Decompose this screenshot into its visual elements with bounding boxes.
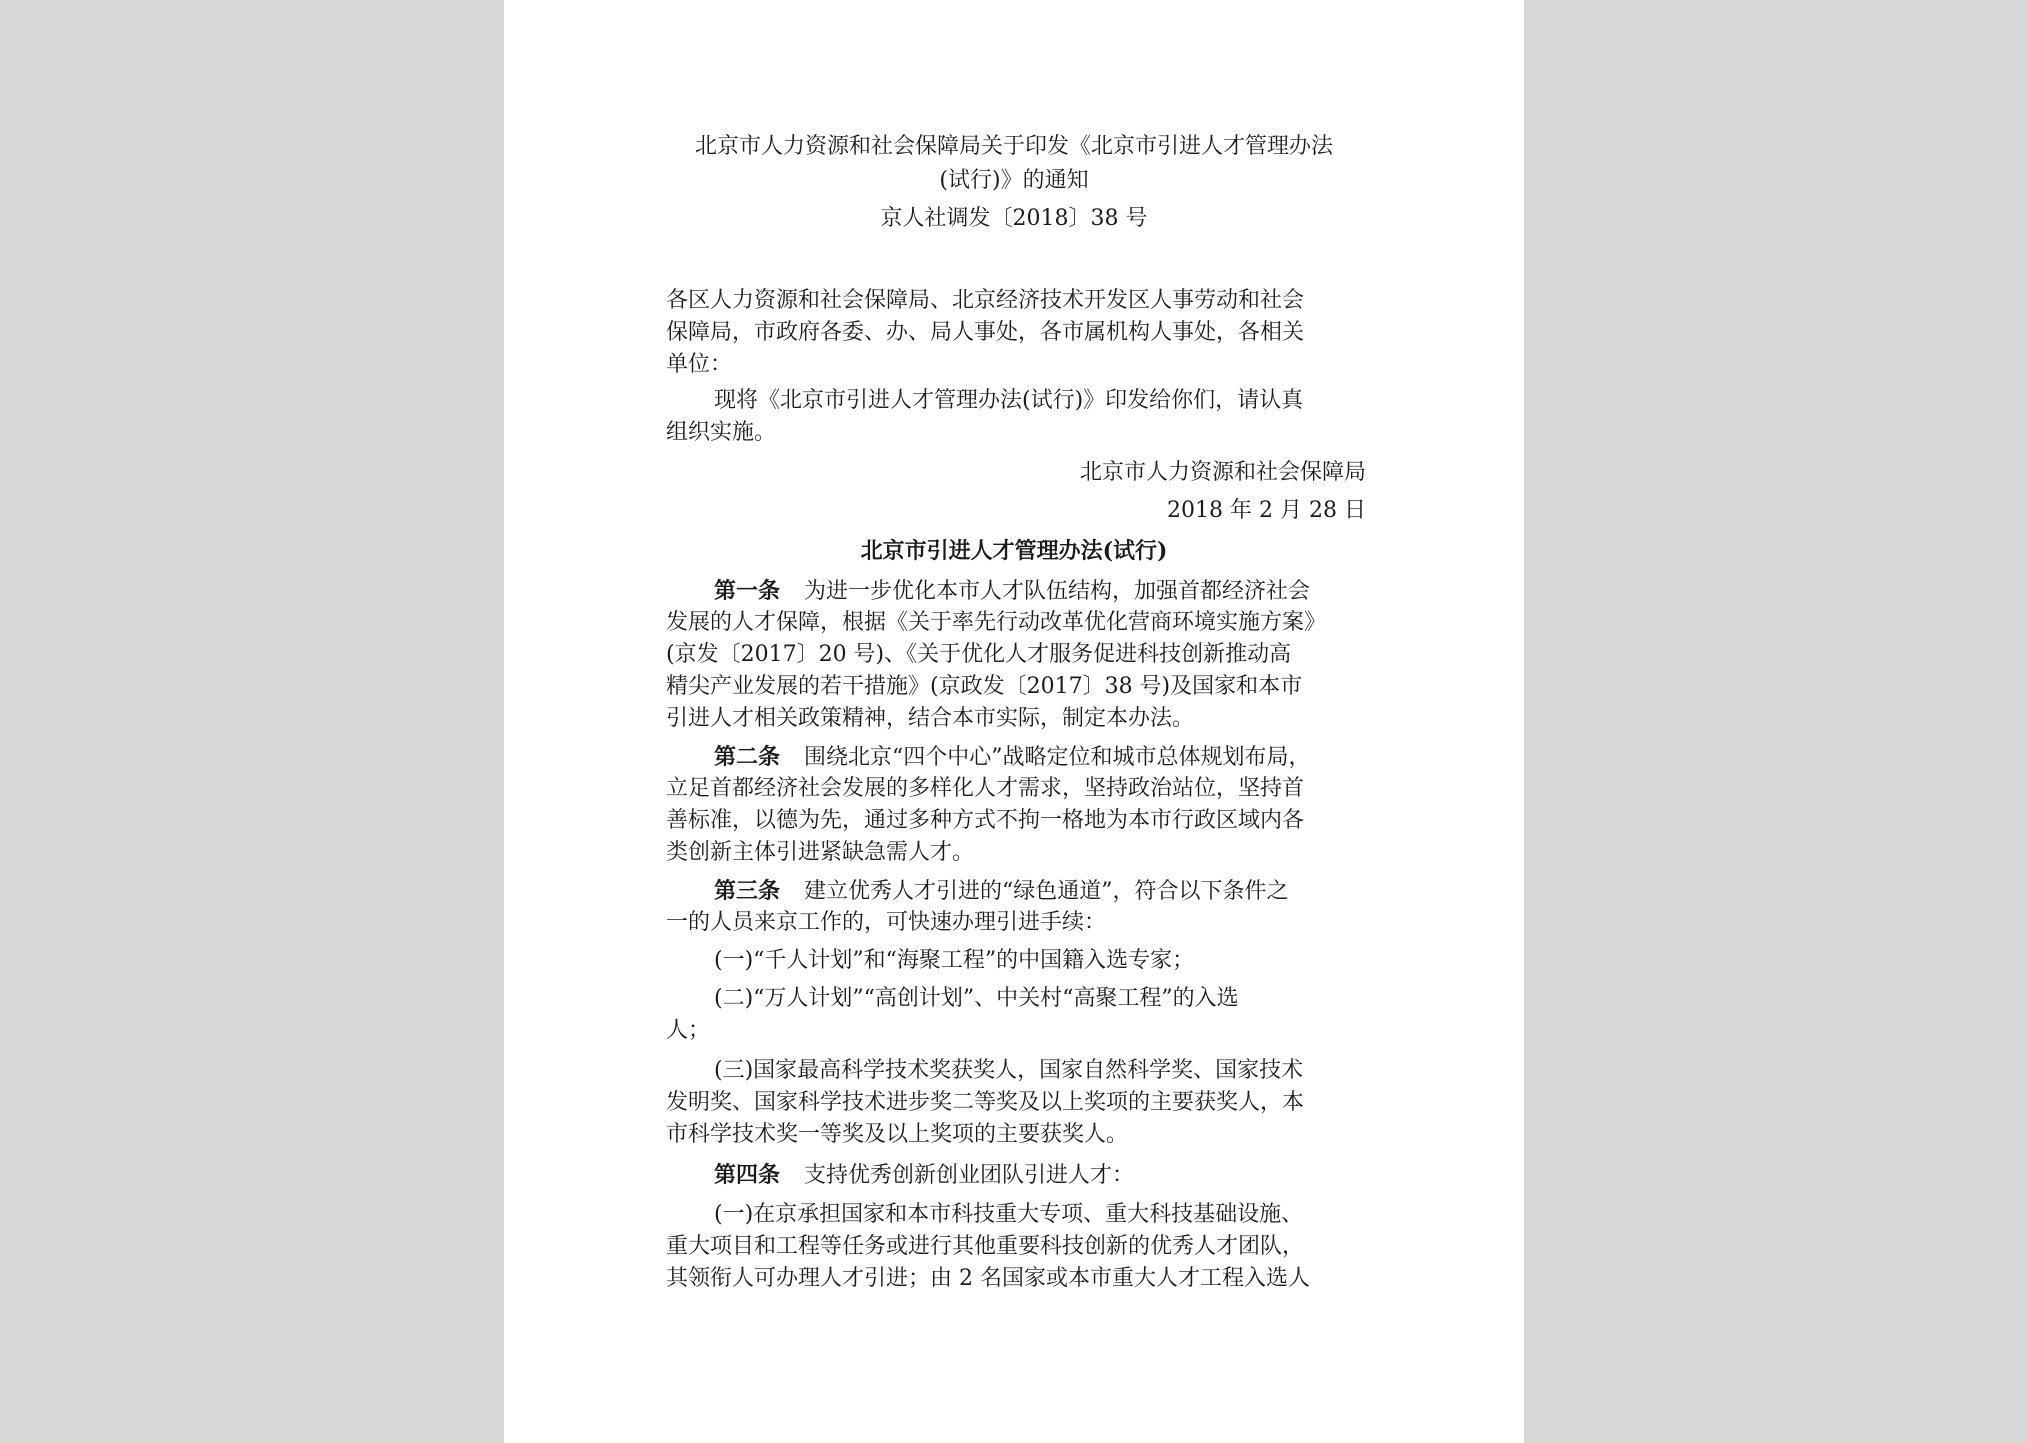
article-3-line: 一的人员来京工作的，可快速办理引进手续： bbox=[666, 910, 1107, 935]
document-page bbox=[504, 0, 1524, 1443]
article-1-first-line bbox=[714, 576, 1310, 607]
document-number: 京人社调发〔2018〕38 号 bbox=[880, 206, 1148, 231]
article-label: 第二条 bbox=[714, 744, 781, 770]
article-text: 为进一步优化本市人才队伍结构，加强首都经济社会 bbox=[804, 579, 1311, 604]
article-3-item-3-cont: 市科学技术奖一等奖及以上奖项的主要获奖人。 bbox=[666, 1122, 1129, 1147]
article-2-line: 立足首都经济社会发展的多样化人才需求，坚持政治站位，坚持首 bbox=[666, 776, 1305, 801]
notice-body-line-1: 现将《北京市引进人才管理办法(试行)》印发给你们，请认真 bbox=[714, 388, 1304, 413]
notice-title-line-2: (试行)》的通知 bbox=[939, 168, 1089, 193]
article-1-line: 引进人才相关政策精神，结合本市实际，制定本办法。 bbox=[666, 706, 1195, 731]
article-text: 建立优秀人才引进的“绿色通道”，符合以下条件之 bbox=[804, 879, 1289, 904]
issuer: 北京市人力资源和社会保障局 bbox=[1079, 460, 1366, 485]
article-2-line: 善标准，以德为先，通过多种方式不拘一格地为本市行政区域内各 bbox=[666, 808, 1305, 833]
article-1-line: (京发〔2017〕20 号)、《关于优化人才服务促进科技创新推动高 bbox=[666, 642, 1292, 667]
article-2-line: 类创新主体引进紧缺急需人才。 bbox=[666, 840, 975, 865]
article-3-item-2-cont: 人； bbox=[666, 1018, 711, 1043]
article-4-first-line bbox=[714, 1160, 1134, 1191]
article-4-item-1-cont: 重大项目和工程等任务或进行其他重要科技创新的优秀人才团队， bbox=[666, 1234, 1305, 1259]
article-3-item-2: (二)“万人计划”“高创计划”、中关村“高聚工程”的入选 bbox=[714, 986, 1239, 1011]
recipients-line-3: 单位： bbox=[666, 352, 733, 377]
article-4-item-1: (一)在京承担国家和本市科技重大专项、重大科技基础设施、 bbox=[714, 1202, 1304, 1227]
recipients-line-1: 各区人力资源和社会保障局、北京经济技术开发区人事劳动和社会 bbox=[666, 288, 1305, 313]
article-1-line: 发展的人才保障，根据《关于率先行动改革优化营商环境实施方案》 bbox=[666, 610, 1327, 635]
notice-title-line-1: 北京市人力资源和社会保障局关于印发《北京市引进人才管理办法 bbox=[694, 134, 1333, 159]
article-1-line: 精尖产业发展的若干措施》(京政发〔2017〕38 号)及国家和本市 bbox=[666, 674, 1303, 699]
article-text: 支持优秀创新创业团队引进人才： bbox=[804, 1163, 1135, 1188]
article-3-item-3-cont: 发明奖、国家科学技术进步奖二等奖及以上奖项的主要获奖人，本 bbox=[666, 1090, 1305, 1115]
recipients-line-2: 保障局，市政府各委、办、局人事处，各市属机构人事处，各相关 bbox=[666, 320, 1305, 345]
article-label: 第一条 bbox=[714, 578, 781, 604]
article-4-item-1-cont: 其领衔人可办理人才引进；由 2 名国家或本市重大人才工程入选人 bbox=[666, 1266, 1310, 1291]
measures-title: 北京市引进人才管理办法(试行) bbox=[860, 538, 1168, 564]
article-2-first-line bbox=[714, 742, 1311, 773]
article-3-first-line bbox=[714, 876, 1289, 907]
article-3-item-3: (三)国家最高科学技术奖获奖人，国家自然科学奖、国家技术 bbox=[714, 1058, 1304, 1083]
issue-date: 2018 年 2 月 28 日 bbox=[1167, 498, 1366, 523]
article-label: 第四条 bbox=[714, 1162, 781, 1188]
notice-body-line-2: 组织实施。 bbox=[666, 420, 777, 445]
article-3-item-1: (一)“千人计划”和“海聚工程”的中国籍入选专家； bbox=[714, 948, 1195, 973]
article-label: 第三条 bbox=[714, 878, 781, 904]
article-text: 围绕北京“四个中心”战略定位和城市总体规划布局， bbox=[804, 745, 1311, 770]
